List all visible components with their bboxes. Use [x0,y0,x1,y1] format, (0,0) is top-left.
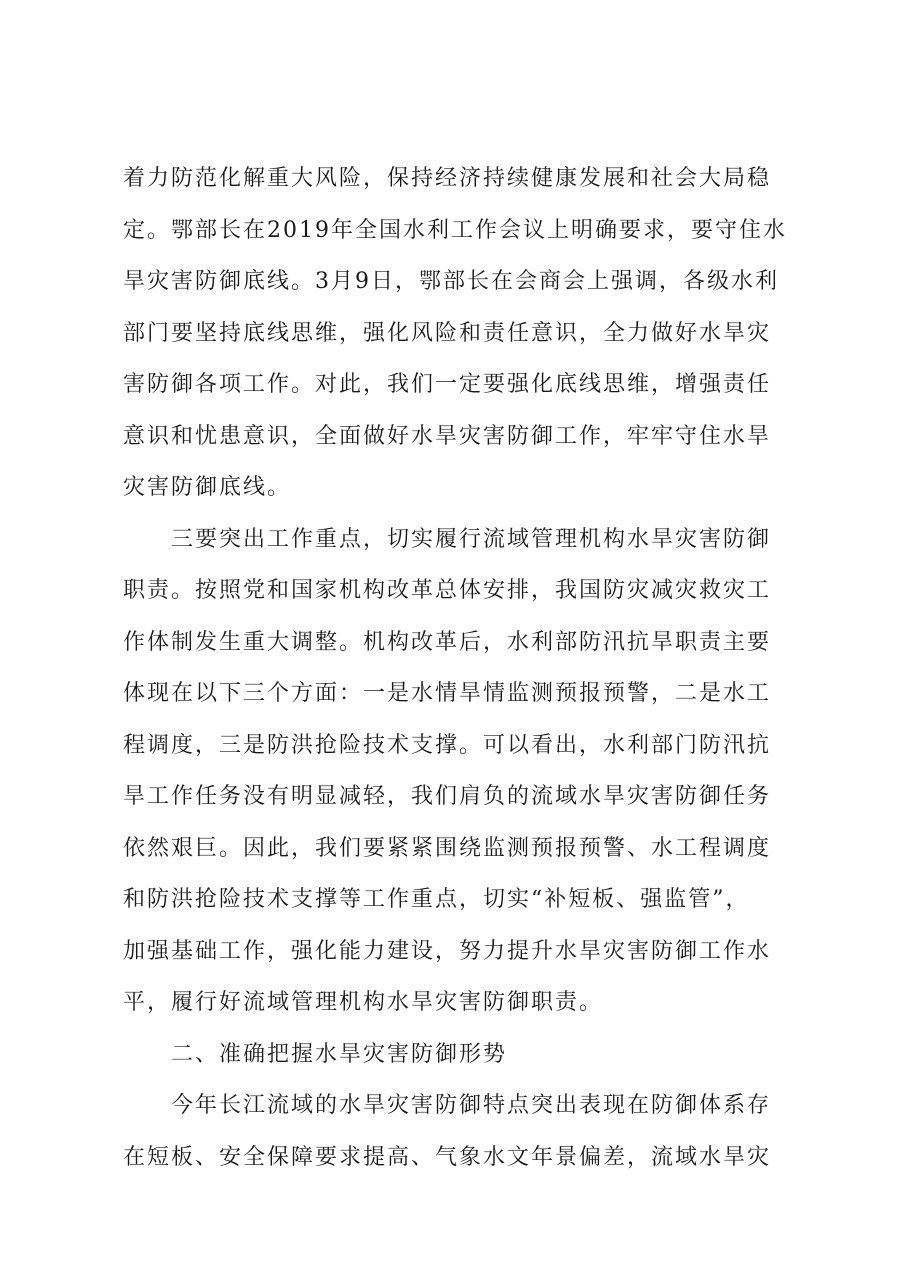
text-line: 旱灾害防御底线。3月9日，鄂部长在会商会上强调，各级水利 [123,269,779,294]
section-heading [123,1029,803,1081]
text-line: 害防御各项工作。对此，我们一定要强化底线思维，增强责任 [123,372,772,397]
text-line: 灾害防御底线。 [123,475,292,500]
paragraph-1 [123,153,803,514]
text-line: 作体制发生重大调整。机构改革后，水利部防汛抗旱职责主要 [123,629,772,655]
text-line: 体现在以下三个方面：一是水情旱情监测预报预警，二是水工 [123,681,772,706]
paragraph-3 [123,1080,803,1183]
text-line: 旱工作任务没有明显减轻，我们肩负的流域水旱灾害防御任务 [123,784,772,809]
text-line: 定。鄂部长在2019年全国水利工作会议上明确要求，要守住水 [123,217,787,243]
paragraph-2 [123,514,803,1029]
text-line: 平，履行好流域管理机构水旱灾害防御职责。 [123,990,604,1015]
text-line: 着力防范化解重大风险，保持经济持续健康发展和社会大局稳 [123,166,772,191]
text-line: 二、准确把握水旱灾害防御形势 [171,1041,508,1067]
text-line: 程调度，三是防洪抢险技术支撑。可以看出，水利部门防汛抗 [123,732,772,758]
text-line: 在短板、安全保障要求提高、气象水文年景偏差，流域水旱灾 [123,1144,772,1170]
text-line: 和防洪抢险技术支撑等工作重点，切实“补短板、强监管”， [123,887,750,912]
text-line: 加强基础工作，强化能力建设，努力提升水旱灾害防御工作水 [123,938,772,964]
text-line: 职责。按照党和国家机构改革总体安排，我国防灾减灾救灾工 [123,578,772,603]
document-body [123,153,803,1183]
text-line: 部门要坚持底线思维，强化风险和责任意识，全力做好水旱灾 [123,320,772,346]
text-line: 意识和忧患意识，全面做好水旱灾害防御工作，牢牢守住水旱 [123,423,772,449]
text-line: 今年长江流域的水旱灾害防御特点突出表现在防御体系存 [171,1093,772,1118]
text-line: 依然艰巨。因此，我们要紧紧围绕监测预报预警、水工程调度 [123,835,772,861]
text-line: 三要突出工作重点，切实履行流域管理机构水旱灾害防御 [171,526,772,552]
